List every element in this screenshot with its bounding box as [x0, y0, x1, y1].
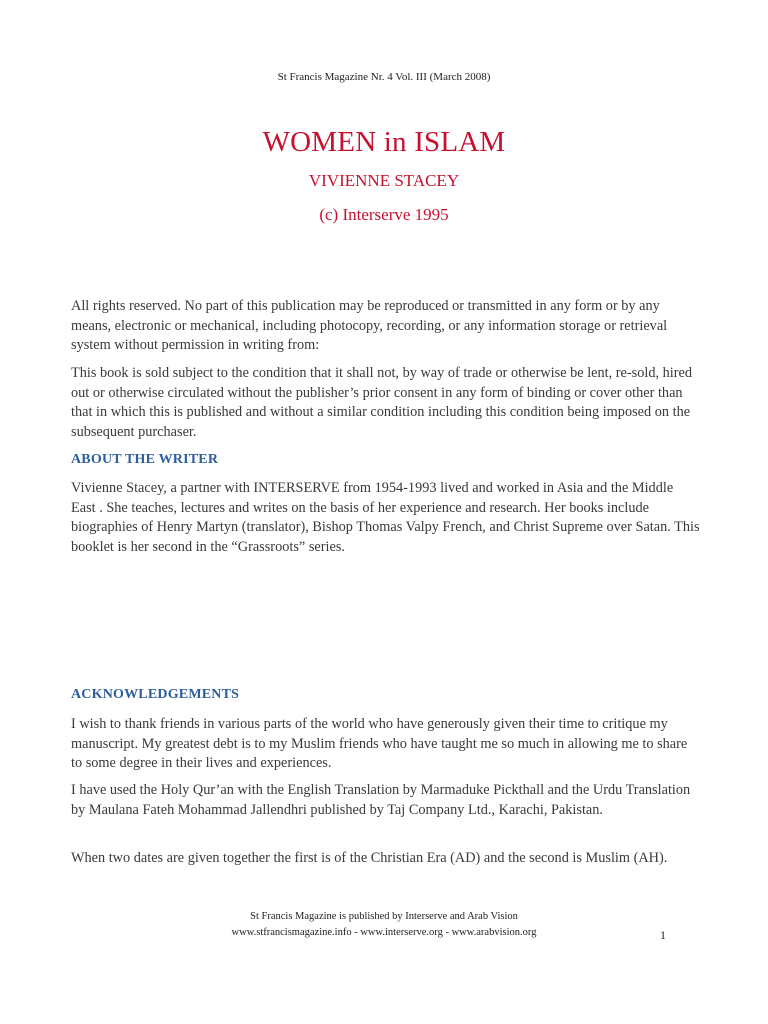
footer-links-line: www.stfrancismagazine.info - www.interserve.org - www.arabvision.org — [231, 927, 537, 938]
about-paragraph: Vivienne Stacey, a partner with INTERSERVE from 1954-1993 lived and worked in Asia and the Middle East . She teaches, lectures and writes on the basis of her experience and research. Her books include biographies of Henry Martyn (translator), Bishop Thomas Valpy French, and Christ Supreme over Satan. This booklet is her second in the “Grassroots” series. — [71, 480, 700, 555]
masthead: St Francis Magazine Nr. 4 Vol. III (March 2008) — [277, 71, 491, 83]
acknowledgements-paragraph-1: I wish to thank friends in various parts of the world who have generously given their time to critique my manuscript. My greatest debt is to my Muslim friends who have taught me so much in allowing me to share to some degree in their lives and experiences. — [71, 716, 688, 771]
rights-paragraph: All rights reserved. No part of this publication may be reproduced or transmitted in any form or by any means, electronic or mechanical, including photocopy, recording, or any information storage or retrieval system without permission in writing from: — [71, 298, 668, 353]
footer-publisher-line: St Francis Magazine is published by Interserve and Arab Vision — [250, 911, 518, 922]
acknowledgements-heading: ACKNOWLEDGEMENTS — [71, 687, 240, 702]
about-heading: ABOUT THE WRITER — [71, 452, 219, 467]
copyright-line: (c) Interserve 1995 — [319, 205, 449, 224]
sale-condition-paragraph: This book is sold subject to the condition that it shall not, by way of trade or otherwise be lent, re-sold, hired out or otherwise circulated without the publisher’s prior consent in any form of binding or cover other than that in which this is published and without a similar condition including this condition being imposed on the subsequent purchaser. — [71, 365, 692, 440]
author-name: VIVIENNE STACEY — [308, 171, 460, 190]
document-title: WOMEN in ISLAM — [262, 126, 506, 158]
page-number: 1 — [660, 928, 666, 942]
acknowledgements-paragraph-3: When two dates are given together the first is of the Christian Era (AD) and the second is Muslim (AH). — [71, 850, 668, 866]
acknowledgements-paragraph-2: I have used the Holy Qur’an with the English Translation by Marmaduke Pickthall and the Urdu Translation by Maulana Fateh Mohammad Jallendhri published by Taj Company Ltd., Karachi, Pakistan. — [71, 782, 691, 818]
